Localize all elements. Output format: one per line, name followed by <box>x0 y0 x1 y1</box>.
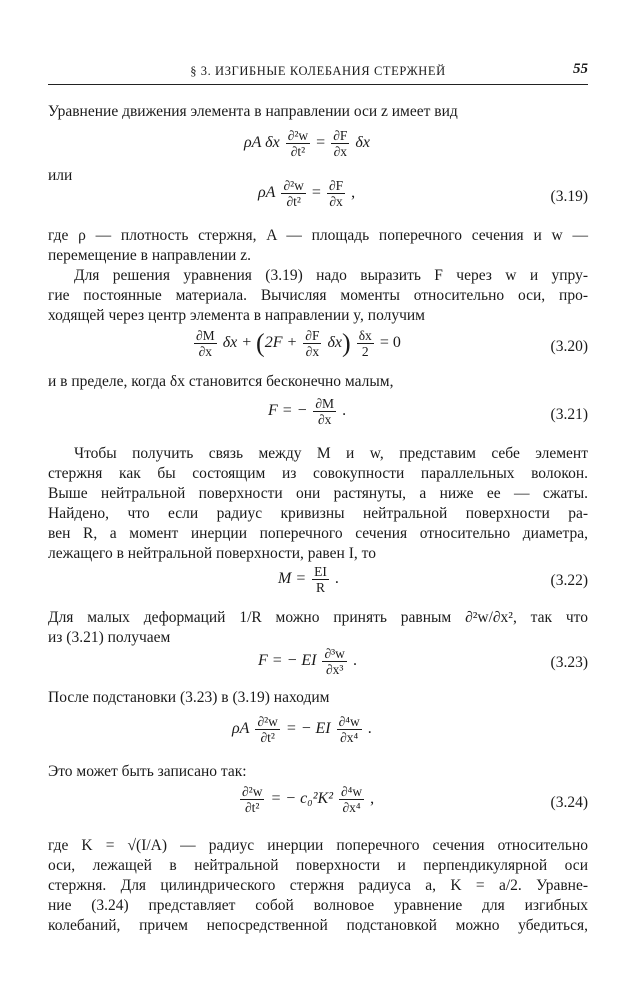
eq-term: = 0 <box>379 334 401 352</box>
numerator: ∂²w <box>242 784 263 799</box>
paragraph-line: Выше нейтральной поверхности они растянуты, а ниже ее — сжаты. <box>48 485 588 502</box>
equation-3-23 <box>258 646 357 677</box>
equation-3-21 <box>268 396 346 427</box>
fraction <box>357 328 374 359</box>
paragraph-line: вен R, а момент инерции поперечного сечения относительно диаметра, <box>48 525 588 542</box>
fraction <box>331 128 349 159</box>
paragraph-line: колебаний, причем непосредственной подстановкой можно убедиться, <box>48 917 588 934</box>
denominator: ∂t² <box>290 144 306 159</box>
page-number: 55 <box>573 61 588 77</box>
fraction <box>339 784 364 815</box>
equation-number: (3.21) <box>550 406 588 423</box>
paragraph-line: и в пределе, когда δx становится бесконечно малым, <box>48 373 394 390</box>
fraction <box>286 128 310 159</box>
paragraph-line: ние (3.24) представляет собой волновое уравнение для изгибных <box>48 897 588 914</box>
eq-term: δx <box>327 334 343 352</box>
numerator: ∂²w <box>287 128 309 143</box>
fraction <box>240 784 264 815</box>
eq-punct: . <box>352 652 357 670</box>
paragraph-line: гие постоянные материала. Вычисляя моменты относительно оси, про- <box>48 287 588 304</box>
denominator: ∂t² <box>286 194 301 209</box>
numerator: ∂F <box>328 178 344 193</box>
paragraph-line: стержня. Для цилиндрического стержня радиуса a, K = a/2. Уравне- <box>48 877 588 894</box>
equation-motion-element <box>244 128 370 159</box>
denominator: ∂t² <box>260 730 275 745</box>
denominator: R <box>315 580 325 595</box>
numerator: ∂F <box>333 128 348 143</box>
numerator: EI <box>314 564 327 579</box>
fraction <box>313 396 336 427</box>
paragraph-line: ходящей через центр элемента в направлении y, получим <box>48 307 425 324</box>
paragraph-line: где K = √(I/A) — радиус инерции поперечного сечения относительно <box>48 837 588 854</box>
running-title: § 3. ИЗГИБНЫЕ КОЛЕБАНИЯ СТЕРЖНЕЙ <box>190 64 446 78</box>
denominator: ∂x³ <box>325 662 344 677</box>
numerator: ∂M <box>315 396 335 411</box>
numerator: ∂M <box>196 328 215 343</box>
eq-term: ρA δx <box>244 134 280 152</box>
fraction <box>255 714 279 745</box>
eq-term: δx <box>355 134 370 152</box>
paragraph-line: Найдено, что если радиус кривизны нейтральной поверхности ра- <box>48 505 588 522</box>
equation-number: (3.20) <box>550 338 588 355</box>
paragraph-line: оси, лежащей в нейтральной поверхности и перпендикулярной оси <box>48 857 588 874</box>
fraction <box>312 564 329 595</box>
numerator: ∂²w <box>257 714 278 729</box>
eq-term: F = − EI <box>258 652 317 670</box>
running-header <box>48 58 588 85</box>
paragraph-line: перемещение в направлении z. <box>48 247 251 264</box>
eq-punct: , <box>351 184 356 202</box>
denominator: ∂x⁴ <box>342 800 361 815</box>
paragraph-line: стержня как бы состоящим из совокупности параллельных волокон. <box>48 465 588 482</box>
fraction <box>337 714 362 745</box>
fraction <box>194 328 217 359</box>
eq-term: = − EI <box>285 720 331 738</box>
denominator: ∂x⁴ <box>340 730 359 745</box>
equation-number: (3.19) <box>550 188 588 205</box>
numerator: δx <box>358 328 372 343</box>
equation-number: (3.22) <box>550 572 588 589</box>
paragraph-line: Для решения уравнения (3.19) надо выразить F через w и упру- <box>74 267 588 284</box>
paragraph-line: где ρ — плотность стержня, A — площадь поперечного сечения и w — <box>48 227 588 244</box>
eq-term: F = − <box>268 402 308 420</box>
eq-sign: = <box>311 184 321 202</box>
paragraph-line: Это может быть записано так: <box>48 763 247 780</box>
denominator: ∂x <box>333 144 347 159</box>
paragraph-line: Уравнение движения элемента в направлении оси z имеет вид <box>48 103 458 120</box>
paragraph-line: из (3.21) получаем <box>48 629 171 646</box>
eq-punct: . <box>367 720 372 738</box>
eq-term: 2F + <box>264 334 298 352</box>
eq-punct: . <box>342 402 347 420</box>
eq-term: ρA <box>258 184 276 202</box>
fraction <box>281 178 305 209</box>
equation-number: (3.23) <box>550 654 588 671</box>
equation-3-22 <box>278 564 339 595</box>
eq-term: ρA <box>232 720 250 738</box>
denominator: ∂x <box>318 412 332 427</box>
equation-substitution <box>232 714 372 745</box>
numerator: ∂³w <box>324 646 345 661</box>
eq-sign: = <box>316 134 326 152</box>
eq-term: = − c₀²K² <box>270 790 333 808</box>
fraction <box>327 178 345 209</box>
equation-number: (3.24) <box>550 794 588 811</box>
left-paren: ( <box>256 328 265 358</box>
denominator: ∂x <box>329 194 343 209</box>
paragraph-line: После подстановки (3.23) в (3.19) находим <box>48 689 330 706</box>
equation-3-20 <box>192 328 401 359</box>
fraction <box>322 646 346 677</box>
denominator: 2 <box>361 344 369 359</box>
numerator: ∂⁴w <box>338 714 360 729</box>
equation-3-19 <box>258 178 355 209</box>
fraction <box>303 328 321 359</box>
eq-term: δx + <box>222 334 253 352</box>
denominator: ∂x <box>198 344 213 359</box>
numerator: ∂F <box>305 328 320 343</box>
eq-punct: . <box>334 570 339 588</box>
denominator: ∂t² <box>244 800 260 815</box>
paragraph-line: или <box>48 167 73 184</box>
paragraph-line: Чтобы получить связь между M и w, представим себе элемент <box>74 445 588 462</box>
eq-term: M = <box>278 570 307 588</box>
eq-punct: , <box>370 790 375 808</box>
numerator: ∂²w <box>283 178 304 193</box>
right-paren: ) <box>342 328 351 358</box>
denominator: ∂x <box>305 344 320 359</box>
paragraph-line: Для малых деформаций 1/R можно принять равным ∂²w/∂x², так что <box>48 609 588 626</box>
equation-3-24 <box>238 784 374 815</box>
paragraph-line: лежащего в нейтральной поверхности, равен I, то <box>48 545 376 562</box>
numerator: ∂⁴w <box>341 784 363 799</box>
